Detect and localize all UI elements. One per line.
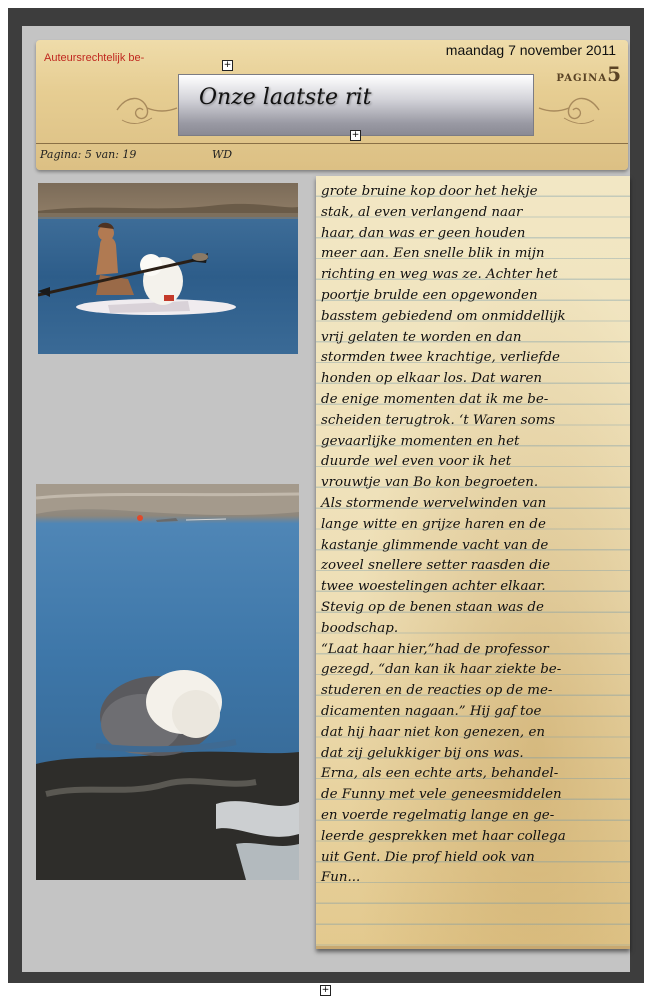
story-line: boodschap. [321, 620, 399, 636]
story-line: “Laat haar hier,”had de professor [321, 641, 549, 657]
title-box[interactable] [178, 74, 534, 136]
story-line: leerde gesprekken met haar collega [321, 828, 566, 844]
story-line: scheiden terugtrok. ‘t Waren soms [321, 412, 556, 428]
story-line: poortje brulde een opgewonden [321, 287, 538, 303]
story-line: dat hij haar niet kon genezen, en [321, 724, 545, 740]
text-frame-handle-icon[interactable]: + [223, 60, 232, 70]
story-line: en voerde regelmatig lange en ge- [321, 807, 555, 823]
page-date: maandag 7 november 2011 [445, 42, 616, 58]
story-line: basstem gebiedend om onmiddellijk [321, 308, 566, 324]
header-banner [36, 40, 628, 170]
story-line: stak, al even verlangend naar [321, 204, 523, 220]
story-line: honden op elkaar los. Dat waren [321, 371, 543, 387]
story-line: Als stormende wervelwinden van [321, 495, 547, 511]
left-ornament-icon [112, 90, 182, 130]
story-line: haar, dan was er geen houden [321, 225, 526, 241]
story-line: Fun... [321, 870, 361, 886]
story-line: dicamenten nagaan.” Hij gaf toe [321, 703, 542, 719]
title-frame-handle-icon[interactable]: + [351, 130, 360, 140]
kayak-with-dog-photo[interactable] [38, 183, 298, 354]
story-line: meer aan. Een snelle blik in mijn [321, 246, 545, 262]
story-line: uit Gent. Die prof hield ook van [321, 849, 535, 865]
overflow-handle-icon[interactable]: + [321, 985, 330, 995]
story-line: de Funny met vele geneesmiddelen [321, 787, 562, 803]
story-line: twee woestelingen achter elkaar. [321, 579, 546, 595]
story-line: vrouwtje van Bo kon begroeten. [321, 475, 539, 491]
story-line: duurde wel even voor ik het [321, 454, 512, 470]
story-line: gezegd, “dan kan ik haar ziekte be- [321, 662, 562, 678]
author-initials: WD [212, 148, 233, 161]
story-line: Erna, als een echte arts, behandel- [321, 766, 559, 782]
story-line: studeren en de reacties op de me- [321, 683, 553, 699]
story-line: de enige momenten dat ik me be- [321, 391, 549, 407]
page-label: PAGINA [556, 73, 608, 84]
story-line: grote bruine kop door het hekje [321, 184, 538, 199]
page-count: Pagina: 5 van: 19 [40, 148, 137, 161]
story-body [321, 182, 629, 889]
story-line: stormden twee krachtige, verliefde [321, 350, 560, 366]
page-indicator [556, 62, 622, 86]
story-line: richting en weg was ze. Achter het [321, 267, 558, 283]
copyright-notice: Auteursrechtelijk be- [44, 52, 145, 64]
story-line: vrij gelaten te worden en dan [321, 329, 522, 345]
story-line: lange witte en grijze haren en de [321, 516, 546, 532]
page-title: Onze laatste rit [199, 85, 372, 110]
story-line: gevaarlijke momenten en het [321, 433, 520, 449]
page-number: 5 [607, 62, 622, 86]
story-line: Stevig op de benen staan was de [321, 599, 544, 615]
story-text-panel[interactable] [316, 176, 630, 949]
story-line: zoveel snellere setter raasden die [321, 558, 551, 574]
story-line: kastanje glimmende vacht van de [321, 537, 549, 553]
story-line: dat zij gelukkiger bij ons was. [321, 745, 524, 761]
dog-in-sea-photo[interactable] [36, 484, 299, 880]
right-ornament-icon [534, 90, 604, 130]
